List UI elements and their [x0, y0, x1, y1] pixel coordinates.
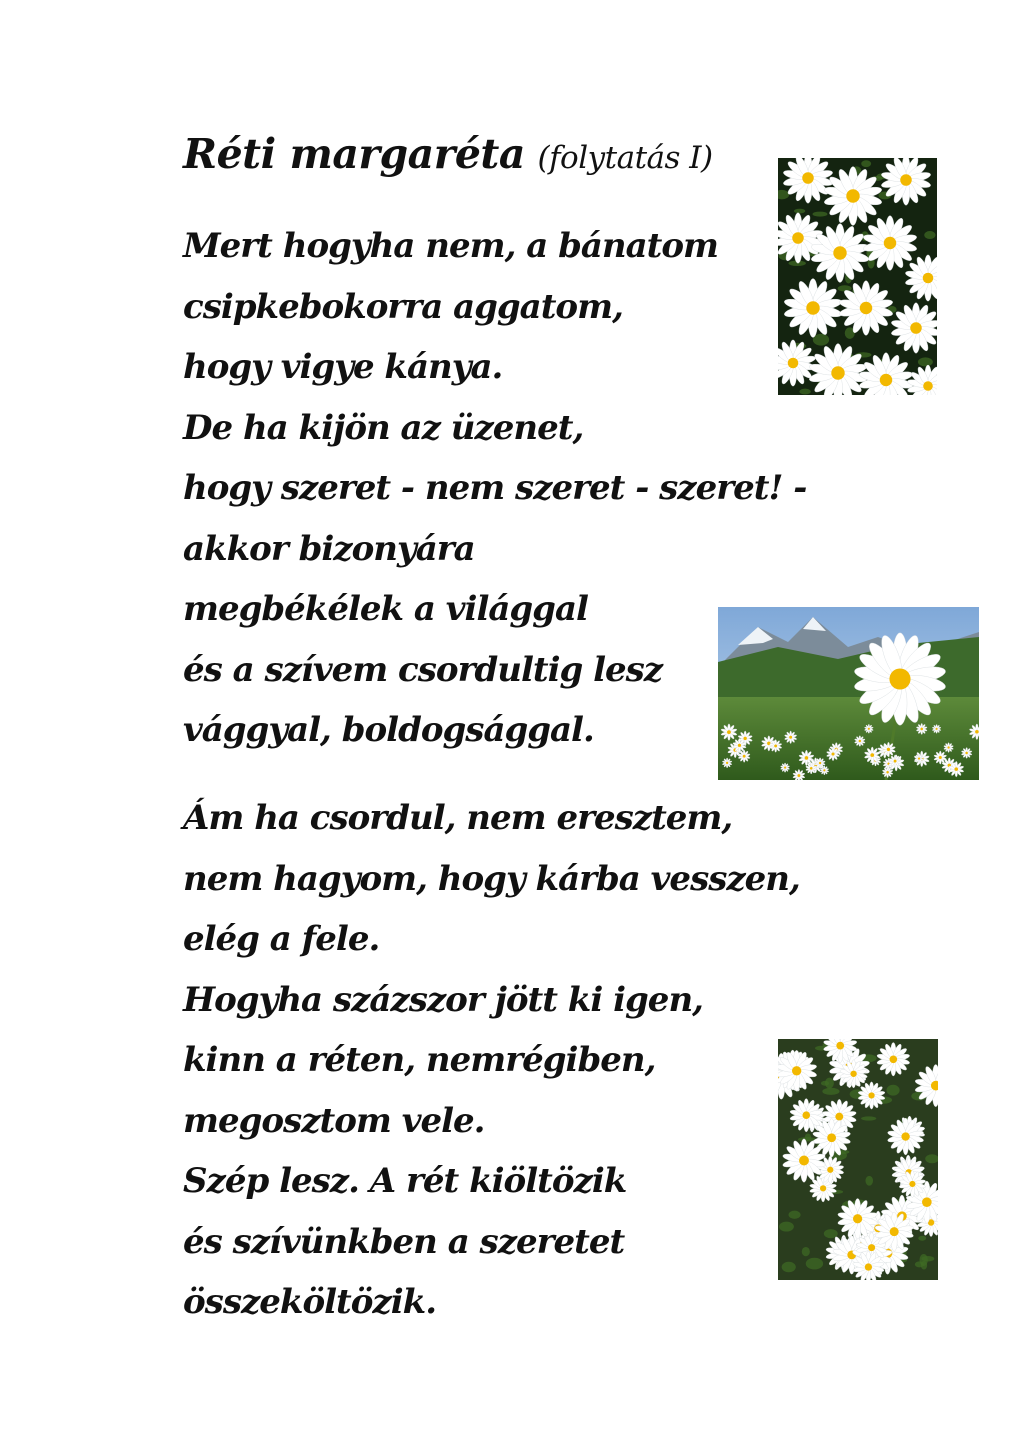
daisies-closeup-image [778, 158, 937, 395]
poem-line: megosztom vele. [183, 1100, 485, 1141]
poem-line: elég a fele. [183, 919, 380, 959]
poem-line: nem hagyom, hogy kárba vesszen, [183, 858, 800, 899]
poem-line: megbékélek a világgal [183, 589, 588, 629]
daisy-field-svg [778, 1039, 938, 1280]
poem-title-subtitle: (folytatás I) [537, 140, 713, 176]
stanza-2 [183, 788, 800, 1333]
poem-line: összeköltözik. [183, 1282, 437, 1322]
poem-line: Ám ha csordul, nem eresztem, [183, 798, 733, 838]
meadow-daisy-svg [718, 607, 979, 780]
poem-line: hogy vigye kánya. [183, 347, 503, 387]
poem-line: és a szívem csordultig lesz [183, 649, 663, 690]
poem-line: akkor bizonyára [183, 528, 475, 569]
meadow-daisy-image [718, 607, 979, 780]
poem-line: hogy szeret - nem szeret - szeret! - [183, 468, 807, 508]
stanza-1 [183, 216, 806, 761]
poem-line: és szívünkben a szeretet [183, 1221, 625, 1262]
daisies-closeup-svg [778, 158, 937, 395]
poem-title [183, 126, 713, 186]
poem-line: Szép lesz. A rét kiöltözik [183, 1161, 627, 1201]
daisy-field-image [778, 1039, 938, 1280]
poem-line: kinn a réten, nemrégiben, [183, 1040, 656, 1080]
poem-line: csipkebokorra aggatom, [183, 286, 623, 327]
poem-line: Hogyha százszor jött ki igen, [183, 979, 703, 1020]
poem-line: Mert hogyha nem, a bánatom [183, 226, 719, 266]
poem-line: vággyal, boldogsággal. [183, 710, 594, 750]
poem-title-main: Réti margaréta [183, 130, 525, 178]
poem-line: De ha kijön az üzenet, [183, 407, 584, 448]
